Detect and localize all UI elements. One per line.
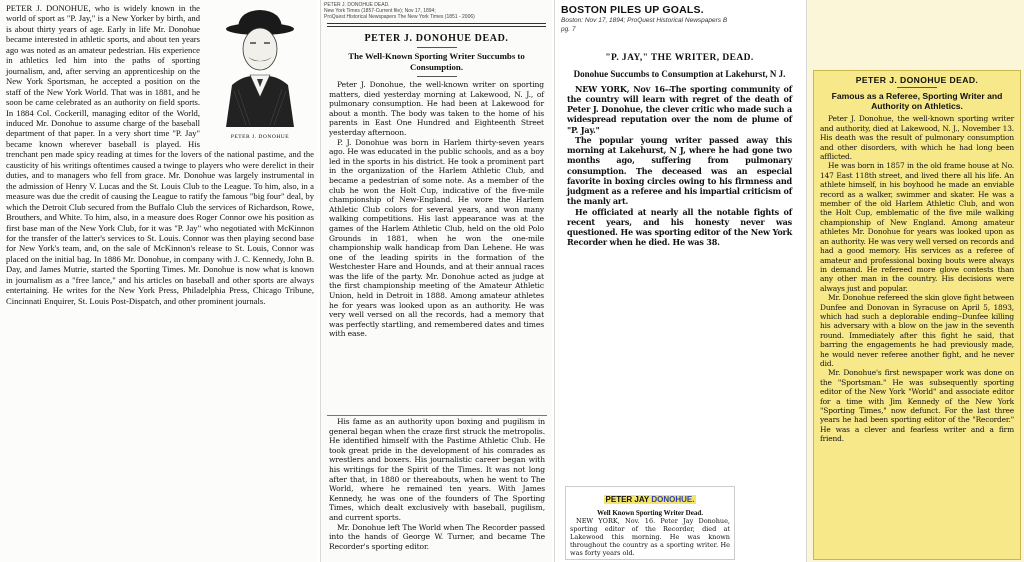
subheadline: Donohue Succumbs to Consumption at Lakehurst, N J. (573, 69, 786, 79)
citation-source: New York Times (1857-Current file); Nov 17, 1894; (324, 8, 436, 14)
citation-title: PETER J. DONOHUE DEAD. (324, 2, 390, 8)
divider (897, 87, 937, 88)
paragraph: He was born in 1857 in the old frame house at No. 147 East 118th street, and lived there all his life. An athlete himself, in his boyhood he made an enviable record as a walker, swimmer and skater. He was a member of the old Harlem Athletic Club, and won the Holt Cup, emblematic of the five mile walking championship of New England. Among amateur athletes Mr. Donohue for years was looked upon as an authority. He was very well versed on records and had a good memory. His services as a referee of amateur and professional boxing bouts were always in demand. He refereed more glove contests than any other man in the country. His decisions were always just and popular. (820, 161, 1014, 293)
continuation-column (327, 415, 547, 551)
paragraph: Peter J. Donohue, the well-known sporting writer and authority, died at Lakewood, N. J., November 13. His death was the result of pulmonary consumption and other disorders, with which he had long been afflicted. (820, 114, 1014, 162)
divider (417, 47, 457, 48)
paragraph: P. J. Donohue was born in Harlem thirty-seven years ago. He was educated in the public schools, and as a boy led in the sports in his district. He took a prominent part in the organization of the Harlem Athletic Club, and became a pedestrian of some note. As a member of the club he won the Holt Cup, indicative of the five-mile championship of New-England. He wore the Harlem Athletic Club colors for several years, and won many walking competitions. His last appearance was at the games of the Harlem Athletic Club, held on the old Polo Grounds in 1881, when he won the one-mile championship walk handicap from Dan Lehene. He was one of the leading spirits in the formation of the Westchester Hare and Hounds, and at their annual races was the life of the party. Mr. Donohue acted as judge at the first championship meeting of the Amateur Athletic Union, held in Detroit in 1888. Among amateur athletes he for years was looked upon as an authority. He was very well versed on all the records, had a memory that was perfectly startling, and remembered dates and times with ease. (329, 137, 544, 339)
small-clipping (565, 486, 735, 560)
clipping-sporting-profile (0, 0, 318, 562)
source-line: Boston: Nov 17, 1894; ProQuest Historical Newspapers B (561, 17, 728, 24)
highlighted-name (570, 489, 730, 507)
header-rule (327, 23, 546, 27)
paragraph: His fame as an authority upon boxing and pugilism in general began when the craze first struck the metropolis. He identified himself with the Pastime Athletic Club. He took great pride in the development of his comrades as wrestlers and boxers. His journalistic career began with his writings for the Spirit of the Times. It was not long after that, in 1880 or thereabouts, when he went to The World, where he remained ten years. With James Kennedy, he was one of the founders of The Sporting Times, which dealt exclusively with baseball, pugilism, and current sports. (329, 417, 545, 522)
portrait-engraving (206, 7, 314, 127)
highlighted-article (813, 70, 1021, 560)
clipping-nyt-obituary (320, 0, 552, 562)
paragraph: NEW YORK, Nov 16--The sporting community of the country will learn with regret of the death of Peter J. Donohue, the clever critic who made such a widespread reputation over the nom de plume of "P. Jay." (567, 83, 792, 135)
headline: "P. JAY," THE WRITER, DEAD. (605, 53, 754, 63)
paragraph: The popular young writer passed away this morning at Lakehurst, N J, where he had gone two months ago, suffering from pulmonary consumption. The deceased was an especial favorite in boxing circles owing to his firmness and judgment as a referee and his impartial criticism of the manly art. (567, 134, 792, 207)
citation-header (321, 0, 552, 20)
source-page: pg. 7 (561, 25, 576, 33)
citation-database: ProQuest Historical Newspapers The New York Times (1851 - 2006) (324, 14, 475, 20)
clipping-headline: Well Known Sporting Writer Dead. (597, 509, 703, 517)
profile-text: PETER J. DONOHUE, who is widely known in the world of sport as "P. Jay," is a New Yorker by birth, and is about thirty years of age. Early in life Mr. Donohue became interested in athletic sports, and about ten years ago was noted as an amateur pedestrian. His experience in athletics led him into the paths of sporting journalism, and, after serving an apprenticeship on the New York Sportsman, he accepted a position on the staff of the New York World. That was in 1881, and he soon be came celebrated as an authority on field sports. In 1884 Col. Cockerill, managing editor of the World, induced Mr. Donohue to assume charge of the baseball department of that paper. In a very short time "P. Jay" became known wherever baseball is played. His trenchant pen made spicy reading at times for the lovers of the national pastime, and the causticity of his writings oftentimes caused a twinge to players who were derelict in their duties, and to managers who fell from grace. Mr. Donohue was largely instrumental in the admission of Henry V. Lucas and the St. Louis Club to the League. To him, also, in a measure was due the credit of causing the League to ratify the famous "big four" deal, by which the Detroit Club secured from the Buffalo Club the services of Richardson, Rowe, Brouthers, and White. To him, also, in a measure does Roger Connor owe his position as first base man of the New York Club, for it was "P. Jay" who negotiated with McKinnon for the transfer of the latter's services to St. Louis. Connor was then playing second base for New York's team, and, on the sale of McKinnon's release to St. Louis, Connor was placed on the initial bag. In 1886 Mr. Donohue, in company with J. C. Kennedy, John B. Day, and James Mutrie, started the Sporting Times. Mr. Donohue is now what is known in journalism as a "free lance," and his articles on baseball and other sports are always entertaining. He writes for the New York Press, Philadelphia Press, Chicago Tribune, Cincinnati Enquirer, St. Louis Post-Dispatch, and other prominent journals. (6, 3, 314, 306)
paragraph: Mr. Donohue refereed the skin glove fight between Dunfee and Donovan in Syracuse on April 5, 1893, which had such a deplorable ending--Dunfee killing his adversary with a blow on the jaw in the seventh round. Immediately after this fight he said, that barring the engagements he had previously made, he would never referee another fight, and he never did. (820, 293, 1014, 368)
source-title: BOSTON PILES UP GOALS. (561, 4, 704, 16)
paragraph: Mr. Donohue's first newspaper work was done on the "Sportsman." He was subsequently sporting editor of the New York "World" and associate editor for a time with Jim Kennedy of the New York "Sporting Times," now defunct. For the last three years he had been sporting editor of the "Recorder." He was a clever and fearless writer and a firm friend. (820, 368, 1014, 444)
headline: PETER J. DONOHUE DEAD. (855, 75, 979, 85)
portrait-figure (206, 7, 314, 139)
clipping-highlighted-obituary (806, 0, 1024, 562)
subheadline: The Well-Known Sporting Writer Succumbs to Consumption. (348, 51, 525, 72)
name-highlight: PETER JAY (605, 495, 652, 504)
subheadline: Famous as a Referee, Sporting Writer and Authority on Athletics. (831, 91, 1003, 112)
headline: PETER J. DONOHUE DEAD. (364, 33, 509, 44)
paragraph: Mr. Donohue left The World when The Recorder passed into the hands of George W. Turner, and became The Recorder's sporting editor. (329, 522, 545, 551)
paragraph: Peter J. Donohue, the well-known writer on sporting matters, died yesterday morning at Lakewood, N. J., of pulmonary consumption. He had been at Lakewood for about a month. The body was taken to the home of his parents in East One Hundred and Eighteenth Street yesterday afternoon. (329, 80, 544, 137)
paragraph: He officiated at nearly all the notable fights of recent years, and his honesty never was questioned. He was sporting editor of the New York Recorder when he died. He was 38. (567, 206, 792, 248)
divider (417, 76, 457, 77)
portrait-caption: PETER J. DONOHUE (230, 134, 290, 140)
clipping-boston-globe (554, 0, 804, 562)
clipping-text: NEW YORK, Nov. 16. Peter Jay Donohue, sporting editor of the Recorder, died at Lakewood this morning. He was known throughout the country as a sporting writer. He was forty years old. (570, 517, 730, 557)
name-highlight-surname: DONOHUE. (651, 495, 695, 504)
